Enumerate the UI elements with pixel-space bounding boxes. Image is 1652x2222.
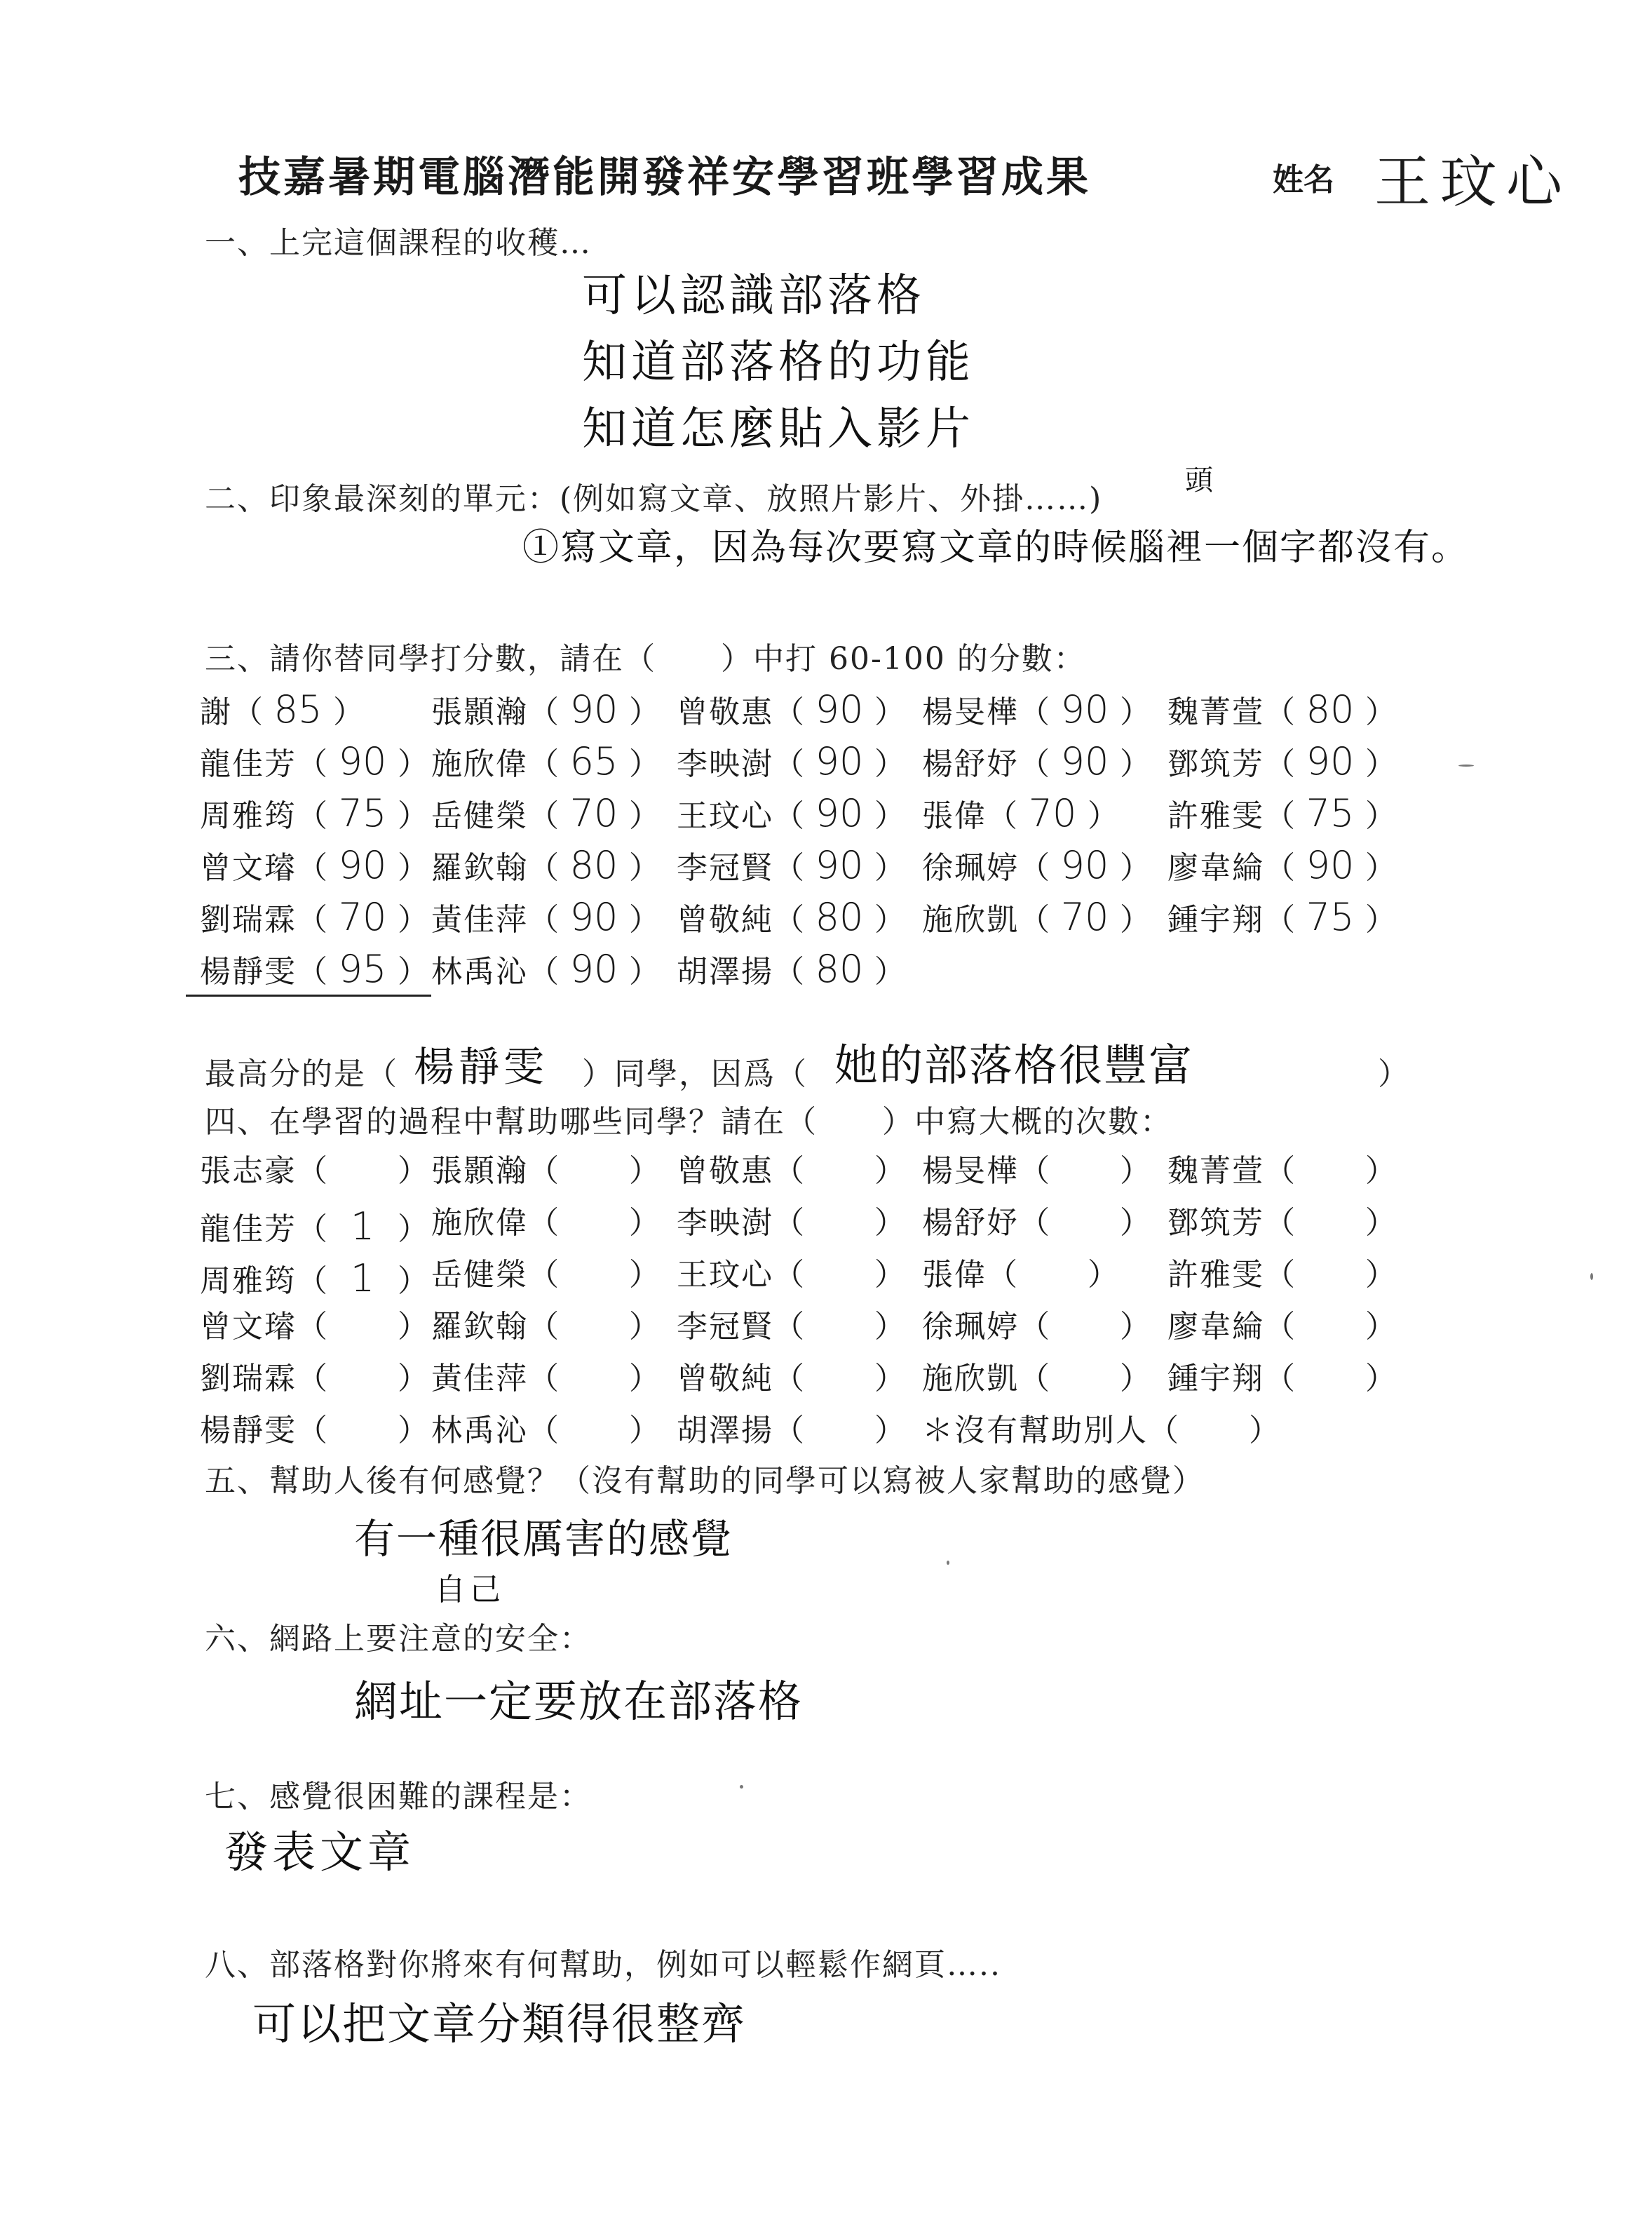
scan-speck	[1590, 1273, 1593, 1280]
score-cell	[431, 791, 660, 835]
score-value: 75	[1306, 791, 1355, 835]
open-paren: （	[773, 850, 804, 886]
student-name: 林禹沁	[431, 1413, 528, 1448]
help-cell	[922, 1415, 1280, 1446]
open-paren: （	[1019, 850, 1050, 886]
student-name: 李冠賢	[677, 850, 773, 886]
student-name: 魏菁萱	[1167, 694, 1264, 730]
name-label: 姓名	[1273, 162, 1334, 198]
student-name: 黃佳萍	[431, 1361, 528, 1396]
open-paren: （	[297, 954, 327, 990]
score-cell	[1167, 687, 1396, 732]
close-paren: ）	[398, 798, 428, 834]
close-paren: ）	[874, 954, 905, 990]
student-name: 許雅雯	[1167, 798, 1264, 834]
help-cell	[1167, 1361, 1396, 1396]
help-cell	[1167, 1309, 1396, 1345]
q1-answer-line-3: 知道怎麼貼入影片	[582, 403, 975, 455]
score-cell	[677, 739, 905, 783]
q5-insert-text: 自己	[435, 1572, 505, 1608]
score-cell	[677, 687, 905, 732]
score-value: 90	[1060, 843, 1109, 887]
close-paren: ）	[874, 1153, 905, 1189]
close-paren: ）	[398, 1361, 428, 1396]
help-count-value: 1	[350, 1256, 375, 1300]
student-name: 楊舒妤	[922, 1205, 1019, 1241]
score-value: 90	[569, 895, 618, 939]
student-name: 張顥瀚	[431, 1153, 528, 1189]
help-cell	[431, 1153, 660, 1189]
close-paren: ）	[874, 1361, 905, 1396]
open-paren: （	[528, 902, 559, 938]
q1-answer-line-2: 知道部落格的功能	[582, 337, 975, 389]
close-paren: ）	[398, 902, 428, 938]
close-paren: ）	[398, 1211, 428, 1247]
best-reason: 她的部落格很豐富	[834, 1039, 1194, 1091]
open-paren: （	[528, 850, 559, 886]
open-paren: （	[297, 746, 327, 782]
close-paren: ）	[1365, 1361, 1396, 1396]
open-paren: （	[1264, 1153, 1295, 1189]
close-paren: ）	[1120, 902, 1151, 938]
help-cell	[922, 1257, 1118, 1293]
open-paren: （	[773, 954, 804, 990]
close-paren: ）	[874, 1205, 905, 1241]
student-name: 羅欽翰	[431, 1309, 528, 1345]
student-name: 岳健榮	[431, 1257, 528, 1293]
open-paren: （	[297, 1263, 327, 1299]
close-paren: ）	[629, 798, 660, 834]
open-paren: （	[297, 798, 327, 834]
close-paren: ）	[1120, 746, 1151, 782]
close-paren: ）	[1088, 1257, 1118, 1293]
help-cell	[922, 1361, 1151, 1396]
close-paren: ）	[629, 850, 660, 886]
student-name: 周雅筠	[200, 1263, 297, 1299]
help-count-value: 1	[350, 1204, 375, 1248]
close-paren: ）	[629, 746, 660, 782]
score-value: 80	[815, 895, 864, 939]
student-name: 廖韋綸	[1167, 850, 1264, 886]
open-paren: （	[1264, 694, 1295, 730]
student-name: 劉瑞霖	[200, 1361, 297, 1396]
score-cell	[922, 687, 1151, 732]
open-paren: （	[1019, 746, 1050, 782]
student-name: 林禹沁	[431, 954, 528, 990]
help-cell	[200, 1204, 428, 1248]
close-paren: ）	[1249, 1413, 1280, 1448]
close-paren: ）	[1120, 694, 1151, 730]
score-value: 90	[815, 739, 864, 783]
open-paren: （	[773, 746, 804, 782]
help-cell	[1167, 1153, 1396, 1189]
close-paren: ）	[1365, 1309, 1396, 1345]
student-name: 楊靜雯	[200, 1413, 297, 1448]
close-paren: ）	[1365, 902, 1396, 938]
help-cell	[431, 1309, 660, 1345]
student-name: 施欣偉	[431, 1205, 528, 1241]
close-paren: ）	[874, 1257, 905, 1293]
open-paren: （	[1264, 798, 1295, 834]
student-name: 周雅筠	[200, 798, 297, 834]
open-paren: （	[528, 746, 559, 782]
question-3-label: 三、請你替同學打分數，請在（ ）中打 60-100 的分數：	[205, 641, 1086, 677]
close-paren: ）	[1120, 1153, 1151, 1189]
open-paren: （	[1264, 1361, 1295, 1396]
close-paren: ）	[1365, 1205, 1396, 1241]
open-paren: （	[528, 1153, 559, 1189]
student-name: 劉瑞霖	[200, 902, 297, 938]
open-paren: （	[773, 1361, 804, 1396]
score-value: 80	[1306, 687, 1355, 732]
close-paren: ）	[629, 1361, 660, 1396]
open-paren: （	[1019, 1153, 1050, 1189]
score-value: 70	[1060, 895, 1109, 939]
open-paren: （	[1264, 746, 1295, 782]
score-cell	[1167, 791, 1396, 835]
scan-speck	[740, 1785, 743, 1789]
question-1-label: 一、上完這個課程的收穫…	[205, 225, 592, 261]
underline-mark	[186, 995, 431, 997]
open-paren: （	[297, 1153, 327, 1189]
score-cell	[677, 843, 905, 887]
open-paren: （	[1019, 902, 1050, 938]
question-6-label: 六、網路上要注意的安全：	[205, 1621, 592, 1657]
student-name: 鍾宇翔	[1167, 1361, 1264, 1396]
worksheet-title: 技嘉暑期電腦潛能開發祥安學習班學習成果	[238, 153, 1091, 202]
score-value: 80	[815, 947, 864, 991]
score-cell	[677, 791, 905, 835]
help-cell	[677, 1257, 905, 1293]
q2-insert-text: 頭	[1185, 464, 1217, 497]
q1-answer-line-1: 可以認識部落格	[582, 270, 926, 322]
score-value: 90	[815, 791, 864, 835]
open-paren: （	[773, 694, 804, 730]
student-name: 胡澤揚	[677, 1413, 773, 1448]
help-cell	[200, 1361, 428, 1396]
close-paren: ）	[874, 798, 905, 834]
score-value: 80	[569, 843, 618, 887]
close-paren: ）	[1365, 1257, 1396, 1293]
open-paren: （	[1019, 1309, 1050, 1345]
student-name: 魏菁萱	[1167, 1153, 1264, 1189]
help-cell	[922, 1153, 1151, 1189]
help-cell	[200, 1256, 428, 1300]
close-paren: ）	[629, 694, 660, 730]
open-paren: （	[773, 798, 804, 834]
open-paren: （	[528, 798, 559, 834]
close-paren: ）	[1088, 798, 1118, 834]
help-cell	[200, 1309, 428, 1345]
close-paren: ）	[398, 1413, 428, 1448]
close-paren: ）	[398, 1263, 428, 1299]
score-value: 90	[338, 843, 387, 887]
score-cell	[431, 895, 660, 939]
best-label-1: 最高分的是（	[205, 1056, 398, 1092]
score-value: 90	[569, 687, 618, 732]
student-name: 楊靜雯	[200, 954, 297, 990]
score-cell	[200, 791, 428, 835]
q5-answer: 有一種很厲害的感覺	[354, 1515, 733, 1563]
close-paren: ）	[874, 902, 905, 938]
student-name: 徐珮婷	[922, 1309, 1019, 1345]
close-paren: ）	[398, 746, 428, 782]
help-cell	[677, 1361, 905, 1396]
open-paren: （	[773, 1413, 804, 1448]
score-cell	[1167, 895, 1396, 939]
score-value: 70	[569, 791, 618, 835]
student-name: 曾敬惠	[677, 694, 773, 730]
student-name: 施欣凱	[922, 902, 1019, 938]
close-paren: ）	[398, 1153, 428, 1189]
student-name: 徐珮婷	[922, 850, 1019, 886]
close-paren: ）	[1120, 1309, 1151, 1345]
best-label-3: ）	[1378, 1056, 1410, 1092]
open-paren: （	[297, 902, 327, 938]
help-cell	[200, 1153, 428, 1189]
score-cell	[922, 843, 1151, 887]
close-paren: ）	[629, 1205, 660, 1241]
score-value: 90	[1060, 687, 1109, 732]
help-cell	[431, 1205, 660, 1241]
student-name: 王玟心	[677, 798, 773, 834]
student-name: 李冠賢	[677, 1309, 773, 1345]
student-name: 羅欽翰	[431, 850, 528, 886]
scan-speck	[1458, 765, 1474, 767]
open-paren: （	[987, 1257, 1017, 1293]
close-paren: ）	[1120, 1361, 1151, 1396]
open-paren: （	[1264, 902, 1295, 938]
help-cell	[200, 1415, 428, 1446]
score-value: 75	[1306, 895, 1355, 939]
open-paren: （	[297, 1211, 327, 1247]
student-name: 張偉	[922, 1257, 987, 1293]
score-cell	[922, 895, 1151, 939]
student-name: 張顥瀚	[431, 694, 528, 730]
close-paren: ）	[333, 694, 364, 730]
student-name: 曾文璿	[200, 850, 297, 886]
help-cell	[677, 1205, 905, 1241]
help-cell	[922, 1309, 1151, 1345]
open-paren: （	[1264, 1205, 1295, 1241]
close-paren: ）	[1365, 798, 1396, 834]
score-value: 70	[1028, 791, 1077, 835]
score-value: 90	[569, 947, 618, 991]
score-value: 95	[338, 947, 387, 991]
open-paren: （	[773, 1205, 804, 1241]
student-name: 曾敬純	[677, 1361, 773, 1396]
help-cell	[922, 1205, 1151, 1241]
close-paren: ）	[874, 850, 905, 886]
q2-answer: ①寫文章，因為每次要寫文章的時候腦裡一個字都沒有。	[522, 527, 1470, 569]
student-name: 曾敬惠	[677, 1153, 773, 1189]
close-paren: ）	[1365, 694, 1396, 730]
open-paren: （	[1148, 1413, 1179, 1448]
open-paren: （	[528, 1361, 559, 1396]
scan-speck	[947, 1561, 949, 1565]
score-cell	[200, 947, 428, 991]
open-paren: （	[528, 954, 559, 990]
score-value: 65	[569, 739, 618, 783]
help-cell	[1167, 1257, 1396, 1293]
score-cell	[431, 947, 660, 991]
close-paren: ）	[398, 1309, 428, 1345]
question-5-label: 五、幫助人後有何感覺？（沒有幫助的同學可以寫被人家幫助的感覺）	[205, 1463, 1205, 1499]
student-name: 胡澤揚	[677, 954, 773, 990]
close-paren: ）	[629, 902, 660, 938]
score-value: 90	[815, 687, 864, 732]
student-name: 施欣偉	[431, 746, 528, 782]
score-value: 90	[338, 739, 387, 783]
score-value: 85	[273, 687, 323, 732]
score-value: 75	[338, 791, 387, 835]
student-name: 龍佳芳	[200, 1211, 297, 1247]
student-name: 鄧筑芳	[1167, 746, 1264, 782]
question-8-label: 八、部落格對你將來有何幫助，例如可以輕鬆作網頁…..	[205, 1947, 1001, 1983]
open-paren: （	[773, 902, 804, 938]
student-name: 施欣凱	[922, 1361, 1019, 1396]
student-name: 岳健榮	[431, 798, 528, 834]
open-paren: （	[1264, 850, 1295, 886]
score-cell	[431, 687, 660, 732]
question-7-label: 七、感覺很困難的課程是：	[205, 1779, 592, 1814]
score-cell	[922, 791, 1118, 835]
q8-answer: 可以把文章分類得很整齊	[252, 1998, 747, 2049]
score-cell	[677, 895, 905, 939]
score-cell	[922, 739, 1151, 783]
open-paren: （	[773, 1153, 804, 1189]
student-name: 張偉	[922, 798, 987, 834]
student-name: 謝	[200, 694, 232, 730]
open-paren: （	[528, 694, 559, 730]
student-name: 許雅雯	[1167, 1257, 1264, 1293]
score-cell	[431, 739, 660, 783]
open-paren: （	[1019, 694, 1050, 730]
open-paren: （	[297, 850, 327, 886]
student-name: 龍佳芳	[200, 746, 297, 782]
close-paren: ）	[629, 1153, 660, 1189]
open-paren: （	[297, 1413, 327, 1448]
open-paren: （	[1264, 1257, 1295, 1293]
close-paren: ）	[874, 1309, 905, 1345]
close-paren: ）	[398, 850, 428, 886]
score-cell	[1167, 843, 1396, 887]
close-paren: ）	[874, 694, 905, 730]
score-cell	[200, 739, 428, 783]
score-cell	[200, 895, 428, 939]
score-cell	[200, 687, 364, 732]
student-name: 楊旻樺	[922, 1153, 1019, 1189]
student-name: 黃佳萍	[431, 902, 528, 938]
open-paren: （	[528, 1257, 559, 1293]
close-paren: ）	[629, 1309, 660, 1345]
score-value: 90	[1306, 843, 1355, 887]
help-cell	[677, 1415, 905, 1446]
close-paren: ）	[629, 1257, 660, 1293]
open-paren: （	[297, 1309, 327, 1345]
best-label-2: ）同學，因爲（	[582, 1056, 808, 1092]
score-cell	[200, 843, 428, 887]
student-name: 廖韋綸	[1167, 1309, 1264, 1345]
close-paren: ）	[874, 746, 905, 782]
q7-answer: 發表文章	[224, 1826, 416, 1878]
help-cell	[431, 1361, 660, 1396]
best-student-name: 楊靜雯	[414, 1043, 549, 1091]
score-value: 90	[1060, 739, 1109, 783]
score-cell	[677, 947, 905, 991]
student-name: 楊舒妤	[922, 746, 1019, 782]
student-name: ＊沒有幫助別人	[922, 1413, 1148, 1448]
close-paren: ）	[398, 954, 428, 990]
help-cell	[677, 1309, 905, 1345]
student-name: 鍾宇翔	[1167, 902, 1264, 938]
close-paren: ）	[1365, 850, 1396, 886]
close-paren: ）	[1365, 746, 1396, 782]
open-paren: （	[297, 1361, 327, 1396]
help-cell	[431, 1257, 660, 1293]
score-cell	[431, 843, 660, 887]
help-cell	[431, 1415, 660, 1446]
open-paren: （	[1019, 1361, 1050, 1396]
student-name: 王玟心	[677, 1257, 773, 1293]
open-paren: （	[1264, 1309, 1295, 1345]
close-paren: ）	[1365, 1153, 1396, 1189]
score-cell	[1167, 739, 1396, 783]
student-name-handwritten: 王玟心	[1374, 149, 1572, 215]
help-cell	[1167, 1205, 1396, 1241]
open-paren: （	[773, 1257, 804, 1293]
question-2-label: 二、印象最深刻的單元：(例如寫文章、放照片影片、外掛……)	[205, 481, 1103, 517]
student-name: 李映澍	[677, 746, 773, 782]
open-paren: （	[528, 1205, 559, 1241]
close-paren: ）	[1120, 850, 1151, 886]
close-paren: ）	[1120, 1205, 1151, 1241]
student-name: 鄧筑芳	[1167, 1205, 1264, 1241]
close-paren: ）	[629, 1413, 660, 1448]
open-paren: （	[528, 1413, 559, 1448]
student-name: 楊旻樺	[922, 694, 1019, 730]
open-paren: （	[987, 798, 1017, 834]
score-value: 90	[1306, 739, 1355, 783]
open-paren: （	[528, 1309, 559, 1345]
student-name: 曾敬純	[677, 902, 773, 938]
score-value: 70	[338, 895, 387, 939]
question-4-label: 四、在學習的過程中幫助哪些同學？請在（ ）中寫大概的次數：	[205, 1104, 1172, 1140]
student-name: 曾文璿	[200, 1309, 297, 1345]
close-paren: ）	[629, 954, 660, 990]
open-paren: （	[773, 1309, 804, 1345]
close-paren: ）	[874, 1413, 905, 1448]
student-name: 張志豪	[200, 1153, 297, 1189]
student-name: 李映澍	[677, 1205, 773, 1241]
open-paren: （	[1019, 1205, 1050, 1241]
score-value: 90	[815, 843, 864, 887]
open-paren: （	[232, 694, 263, 730]
help-cell	[677, 1153, 905, 1189]
q6-answer: 網址一定要放在部落格	[354, 1676, 804, 1727]
